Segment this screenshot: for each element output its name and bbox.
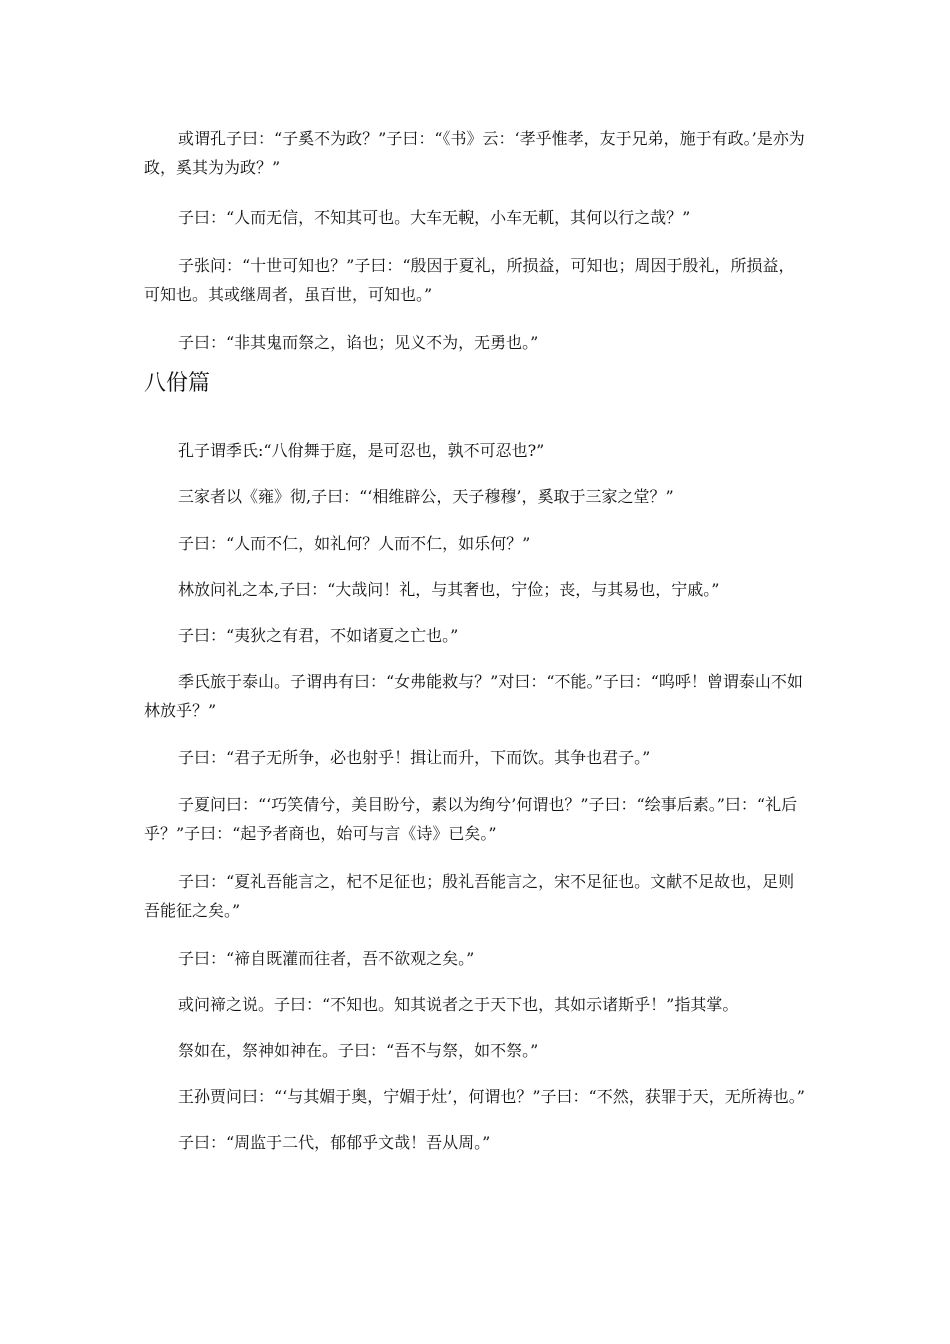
paragraph: 子夏问曰：“‘巧笑倩兮，美目盼兮，素以为绚兮’何谓也？”子曰：“绘事后素。”曰：“礼后乎？”子曰：“起予者商也，始可与言《诗》已矣。” xyxy=(144,795,798,843)
paragraph: 子曰：“人而不仁，如礼何？人而不仁，如乐何？” xyxy=(178,534,531,553)
paragraph: 子曰：“夷狄之有君，不如诸夏之亡也。” xyxy=(178,626,459,645)
paragraph: 王孙贾问曰：“‘与其媚于奥，宁媚于灶’，何谓也？”子曰：“不然，获罪于天，无所祷也。” xyxy=(178,1087,805,1106)
paragraph: 三家者以《雍》彻,子曰：“‘相维辟公，天子穆穆’，奚取于三家之堂？” xyxy=(178,487,674,506)
paragraph: 子张问：“十世可知也？”子曰：“殷因于夏礼，所损益，可知也；周因于殷礼，所损益，可知也。其或继周者，虽百世，可知也。” xyxy=(144,256,795,304)
paragraph: 或谓孔子曰：“子奚不为政？”子曰：“《书》云：‘孝乎惟孝，友于兄弟，施于有政。’是亦为政，奚其为为政？” xyxy=(144,129,805,177)
paragraph: 子曰：“夏礼吾能言之，杞不足征也；殷礼吾能言之，宋不足征也。文献不足故也，足则吾能征之矣。” xyxy=(144,872,795,920)
section-heading: 八佾篇 xyxy=(144,371,211,396)
paragraph: 林放问礼之本,子曰：“大哉问！礼，与其奢也，宁俭；丧，与其易也，宁戚。” xyxy=(178,580,720,599)
paragraph: 子曰：“禘自既灌而往者，吾不欲观之矣。” xyxy=(178,949,475,968)
paragraph: 子曰：“周监于二代，郁郁乎文哉！吾从周。” xyxy=(178,1133,491,1152)
paragraph: 季氏旅于泰山。子谓冉有曰：“女弗能救与？”对曰：“不能。”子曰：“呜呼！曾谓泰山不如林放乎？” xyxy=(144,672,803,720)
paragraph: 孔子谓季氏:“八佾舞于庭，是可忍也，孰不可忍也?” xyxy=(178,441,545,460)
paragraph: 祭如在，祭神如神在。子曰：“吾不与祭，如不祭。” xyxy=(178,1041,539,1060)
paragraph: 或问禘之说。子曰：“不知也。知其说者之于天下也，其如示诸斯乎！”指其掌。 xyxy=(178,995,739,1014)
paragraph: 子曰：“非其鬼而祭之，谄也；见义不为，无勇也。” xyxy=(178,333,539,352)
paragraph: 子曰：“人而无信，不知其可也。大车无輗，小车无軏，其何以行之哉？” xyxy=(178,208,691,227)
paragraph: 子曰：“君子无所争，必也射乎！揖让而升，下而饮。其争也君子。” xyxy=(178,748,651,767)
